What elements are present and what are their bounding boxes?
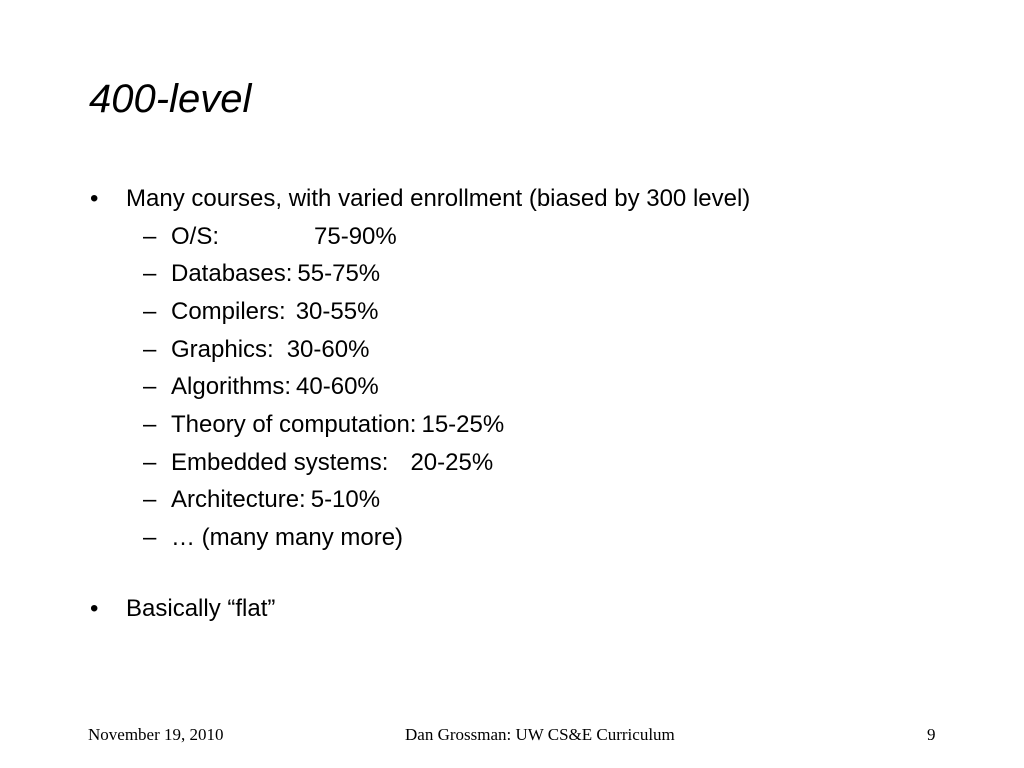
dash-mark: –: [143, 411, 157, 438]
sub-item-value: 55-75%: [297, 260, 381, 287]
page-number: 9: [927, 725, 936, 744]
sub-item-text: [171, 297, 378, 327]
sub-item-label: Architecture:: [171, 486, 306, 513]
sub-item-text: [171, 372, 379, 402]
sub-item-label: Compilers:: [171, 298, 286, 325]
sub-item-label: Databases:: [171, 260, 293, 287]
bullet-text: Basically “flat”: [126, 595, 276, 622]
sub-item-value: 5-10%: [310, 486, 381, 513]
sub-item-text: [171, 410, 504, 440]
sub-item-label: Algorithms:: [171, 373, 292, 400]
sub-item-text: [171, 485, 380, 515]
sub-item-label: Theory of computation:: [171, 411, 417, 438]
footer-title: Dan Grossman: UW CS&E Curriculum: [405, 725, 675, 744]
sub-item-value: 30-60%: [286, 336, 370, 363]
sub-item-label: O/S:: [171, 223, 220, 250]
dash-mark: –: [143, 223, 157, 250]
slide-title: 400-level: [89, 77, 252, 121]
dash-mark: –: [143, 449, 157, 476]
footer-date: November 19, 2010: [88, 725, 224, 744]
sub-item-value: 40-60%: [296, 373, 379, 400]
sub-item-text: [171, 259, 380, 289]
dash-mark: –: [143, 298, 157, 325]
sub-item-text: [171, 222, 397, 252]
dash-mark: –: [143, 260, 157, 287]
sub-item-label: … (many many more): [171, 524, 404, 551]
sub-item-value: 15-25%: [421, 411, 505, 438]
sub-item-label: Embedded systems:: [171, 449, 389, 476]
sub-item-text: [171, 448, 493, 478]
dash-mark: –: [143, 486, 157, 513]
dash-mark: –: [143, 373, 157, 400]
dash-mark: –: [143, 336, 157, 363]
sub-item-text: [171, 523, 403, 553]
bullet-text: Many courses, with varied enrollment (biased by 300 level): [126, 185, 751, 212]
sub-item-label: Graphics:: [171, 336, 274, 363]
sub-item-text: [171, 335, 369, 365]
sub-item-value: 75-90%: [314, 223, 397, 250]
bullet-mark: •: [90, 595, 99, 622]
sub-item-value: 20-25%: [410, 449, 494, 476]
bullet-mark: •: [90, 185, 99, 212]
dash-mark: –: [143, 524, 157, 551]
sub-item-value: 30-55%: [295, 298, 379, 325]
